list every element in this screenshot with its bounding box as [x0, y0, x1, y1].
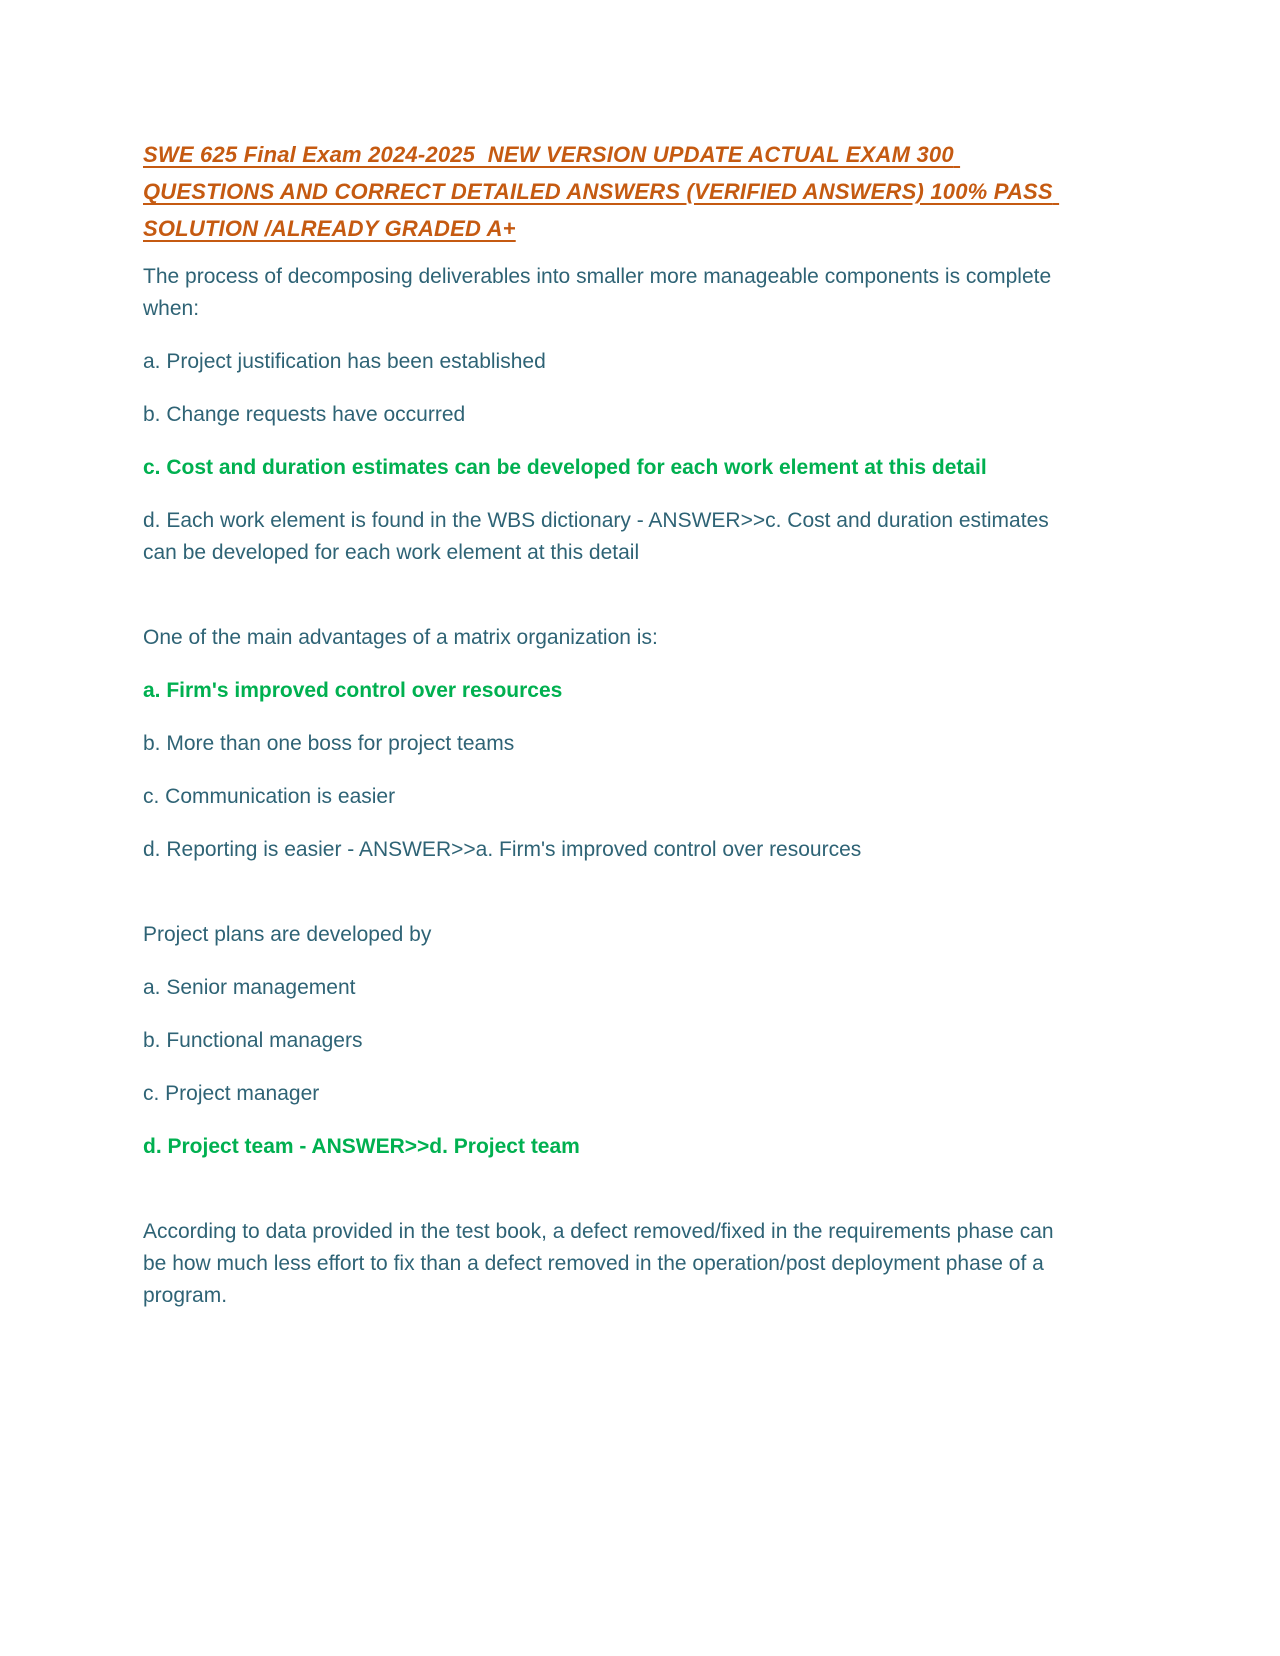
answer-option: b. More than one boss for project teams	[143, 732, 515, 755]
answer-option: a. Senior management	[143, 976, 356, 999]
question-block	[143, 1216, 1070, 1312]
question-text: Project plans are developed by	[143, 923, 432, 946]
answer-option: c. Communication is easier	[143, 785, 396, 808]
answer-option: d. Each work element is found in the WBS dictionary - ANSWER>>c. Cost and duration estimates can be developed for each work element at this detail	[143, 509, 1049, 564]
question-text: According to data provided in the test book, a defect removed/fixed in the requirements phase can be how much less effort to fix than a defect removed in the operation/post deployment phase of a program.	[143, 1220, 1054, 1307]
document-title: SWE 625 Final Exam 2024-2025 NEW VERSION UPDATE ACTUAL EXAM 300 QUESTIONS AND CORRECT DETAILED ANSWERS (VERIFIED ANSWERS) 100% PASS SOLUTION /ALREADY GRADED A+	[143, 142, 1060, 241]
answer-option: b. Functional managers	[143, 1029, 363, 1052]
question-text: One of the main advantages of a matrix organization is:	[143, 626, 658, 649]
question-block	[143, 622, 1070, 866]
answer-option-correct: c. Cost and duration estimates can be developed for each work element at this detail	[143, 456, 987, 479]
question-text: The process of decomposing deliverables into smaller more manageable components is complete when:	[143, 265, 1052, 320]
answer-option: a. Project justification has been established	[143, 350, 546, 373]
answer-option-correct: d. Project team - ANSWER>>d. Project team	[143, 1135, 580, 1158]
answer-option-correct: a. Firm's improved control over resources	[143, 679, 563, 702]
question-block	[143, 919, 1070, 1163]
answer-option: b. Change requests have occurred	[143, 403, 466, 426]
question-block	[143, 261, 1070, 569]
qa-container	[143, 261, 1070, 1312]
answer-option: d. Reporting is easier - ANSWER>>a. Firm's improved control over resources	[143, 838, 862, 861]
answer-option: c. Project manager	[143, 1082, 320, 1105]
